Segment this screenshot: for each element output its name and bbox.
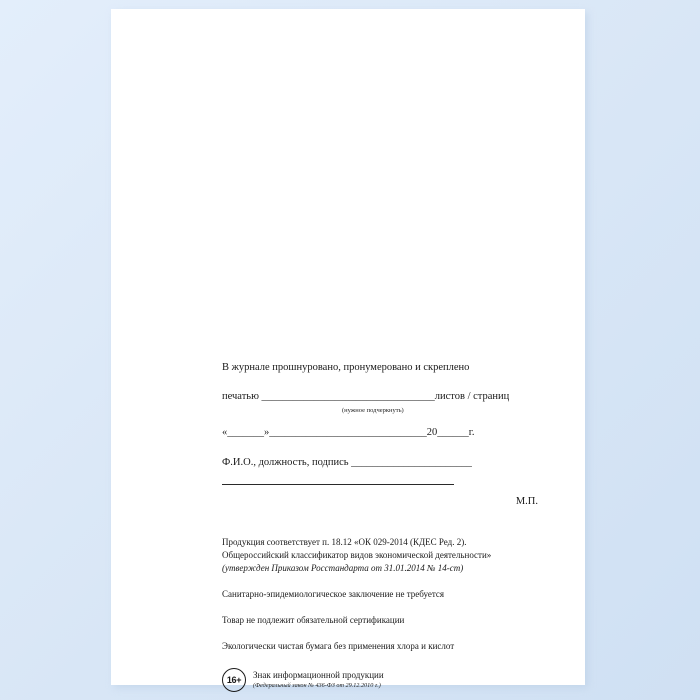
signature-rule: [222, 483, 454, 485]
document-content: [111, 360, 585, 692]
compliance-block: [222, 536, 545, 653]
age-mark-text: [253, 670, 384, 689]
age-rating-icon: 16+: [222, 668, 246, 692]
certification-signature-line: Ф.И.О., должность, подпись _______________________: [222, 457, 472, 468]
certification-block: [222, 360, 545, 510]
compliance-line-3: (утвержден Приказом Росстандарта от 31.01.2014 № 14-ст): [222, 562, 464, 573]
compliance-line-4: Санитарно-эпидемиологическое заключение не требуется: [222, 588, 445, 599]
age-mark-block: [222, 668, 545, 692]
age-mark-subtitle: (Федеральный закон № 436-ФЗ от 29.12.2010 г.): [253, 681, 381, 689]
certification-date-line: «_______»______________________________20______г.: [222, 427, 475, 439]
compliance-line-6: Экологически чистая бумага без применения хлора и кислот: [222, 640, 455, 651]
compliance-line-2: Общероссийский классификатор видов экономической деятельности»: [222, 549, 492, 560]
certification-line-1: В журнале прошнуровано, пронумеровано и скреплено: [222, 362, 470, 373]
compliance-line-1: Продукция соответствует п. 18.12 «ОК 029-2014 (КДЕС Ред. 2).: [222, 536, 467, 547]
certification-line-2-hint: (нужное подчеркнуть): [342, 406, 404, 414]
stamp-place-label: М.П.: [515, 495, 538, 507]
compliance-line-5: Товар не подлежит обязательной сертификации: [222, 614, 405, 625]
age-mark-title: Знак информационной продукции: [253, 670, 384, 681]
certification-line-2: печатью _________________________________листов / страниц: [222, 390, 510, 402]
